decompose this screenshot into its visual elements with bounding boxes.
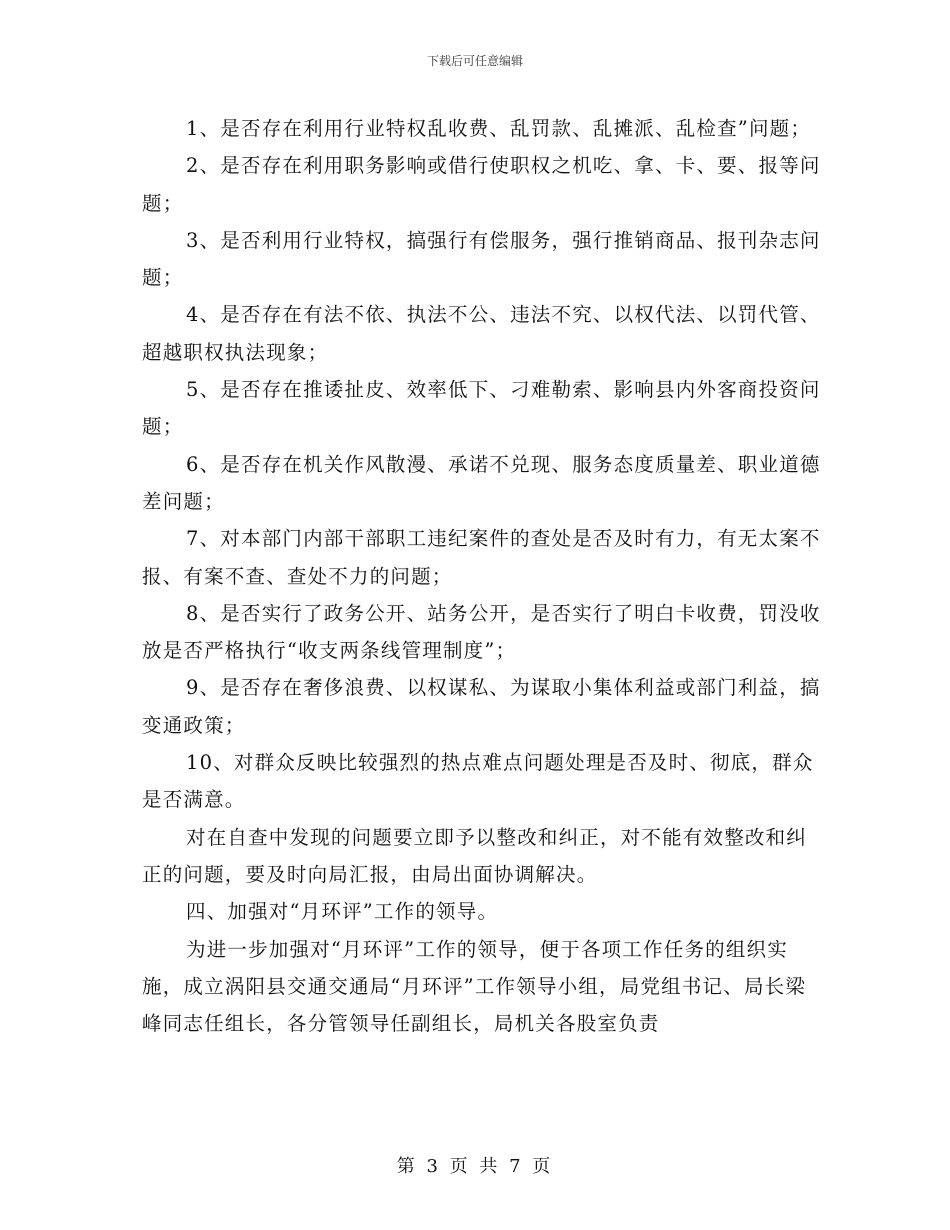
paragraph-item-5: 5、是否存在推诿扯皮、效率低下、刁难勒索、影响县内外客商投资问题；	[142, 378, 821, 439]
paragraph-item-6: 6、是否存在机关作风散漫、承诺不兑现、服务态度质量差、职业道德差问题；	[142, 452, 821, 513]
paragraph-item-7: 7、对本部门内部干部职工违纪案件的查处是否及时有力，有无太案不报、有案不查、查处不力的问题；	[142, 527, 821, 588]
paragraph-item-8: 8、是否实行了政务公开、站务公开，是否实行了明白卡收费，罚没收放是否严格执行“收支两条线管理制度”；	[142, 601, 821, 663]
paragraph-item-3: 3、是否利用行业特权，搞强行有偿服务，强行推销商品、报刊杂志问题；	[142, 228, 821, 290]
page-header: 下载后可任意编辑	[426, 54, 523, 68]
paragraph-item-10: 10、对群众反映比较强烈的热点难点问题处理是否及时、彻底，群众是否满意。	[142, 751, 814, 812]
page-number-footer: 第 3 页 共 7 页	[396, 1156, 554, 1177]
paragraph-item-2: 2、是否存在利用职务影响或借行使职权之机吃、拿、卡、要、报等问题；	[142, 154, 821, 215]
section-heading-4: 四、加强对“月环评”工作的领导。	[186, 900, 499, 924]
paragraph-leadership-group: 为进一步加强对“月环评”工作的领导，便于各项工作任务的组织实施，成立涡阳县交通交通局“月环评”工作领导小组，局党组书记、局长梁峰同志任组长，各分管领导任副组长，局机关各股室负责	[142, 937, 807, 1036]
document-body	[142, 110, 822, 1042]
paragraph-rectification: 对在自查中发现的问题要立即予以整改和纠正，对不能有效整改和纠正的问题，要及时向局汇报，由局出面协调解决。	[142, 825, 808, 886]
paragraph-item-9: 9、是否存在奢侈浪费、以权谋私、为谋取小集体利益或部门利益，搞变通政策；	[142, 676, 821, 737]
paragraph-item-1: 1、是否存在利用行业特权乱收费、乱罚款、乱摊派、乱检查”问题；	[186, 117, 812, 140]
paragraph-item-4: 4、是否存在有法不依、执法不公、违法不究、以权代法、以罚代管、超越职权执法现象；	[142, 303, 821, 364]
